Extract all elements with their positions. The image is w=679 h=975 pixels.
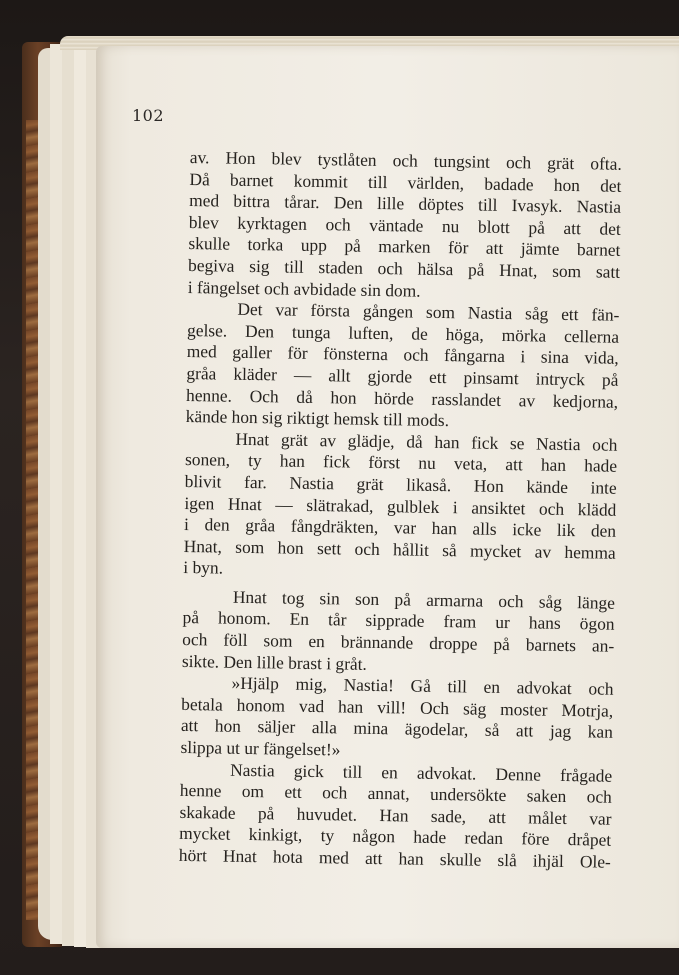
text-line: av. Hon blev tystlåten och tungsint och grät ofta. — [189, 147, 622, 174]
text-line: gelse. Den tunga luften, de höga, mörka cellerna — [186, 319, 620, 347]
text-line: skakade på huvudet. Han sade, att målet var — [179, 801, 612, 829]
text-line: och föll som en brännande droppe på barnets an- — [182, 629, 615, 656]
text-line: betala honom vad han vill! Och säg moster Motrja, — [181, 693, 614, 721]
text-line: Hnat grät av glädje, då han fick se Nastia och — [235, 428, 618, 455]
text-line: henne om ett och annat, undersökte saken och — [179, 780, 613, 807]
text-line: blev kyrktagen och väntade nu blott på att det — [188, 211, 621, 239]
text-line: hört Hnat hota med att han skulle slå ihjäl Ole- — [178, 844, 611, 872]
text-line: blivit far. Nastia grät likaså. Hon kände inte — [184, 470, 617, 498]
text-line: sikte. Den lille brast i gråt. — [181, 650, 368, 674]
text-line: »Hjälp mig, Nastia! Gå till en advokat och — [231, 672, 614, 699]
page-number: 102 — [132, 106, 165, 125]
text-line: Nastia gick till en advokat. Denne frågade — [230, 759, 613, 786]
text-line: gråa kläder — allt gjorde ett pinsamt intryck på — [186, 362, 619, 390]
text-line: i den gråa fångdräkten, var han alls icke lik den — [183, 514, 617, 541]
text-line: Då barnet kommit till världen, badade hon det — [189, 168, 622, 196]
text-line: slippa ut ur fängelset!» — [180, 736, 341, 760]
text-line: Det var första gången som Nastia såg ett fän- — [237, 298, 620, 325]
text-line: att hon säljer alla mina ägodelar, så att jag kan — [180, 715, 614, 743]
text-line: Hnat, som hon sett och hållit så mycket av hemma — [183, 535, 616, 563]
text-line: med bittra tårar. Den lille döptes till Ivasyk. Nastia — [189, 190, 622, 217]
text-line: Hnat tog sin son på armarna och såg länge — [232, 586, 616, 613]
text-line: henne. Och då hon hörde rasslandet av kedjorna, — [185, 384, 619, 412]
text-line: i byn. — [183, 557, 224, 578]
text-line: med galler för fönsterna och fångarna i sina vida, — [186, 341, 619, 369]
text-line: begiva sig till staden och hälsa på Hnat, som satt — [187, 254, 621, 282]
text-line: sonen, ty han fick först nu veta, att han hade — [184, 449, 618, 477]
text-line: mycket kinkigt, ty någon hade redan före dråpet — [179, 823, 612, 851]
body-text — [179, 147, 622, 873]
text-line: skulle torka upp på marken för att jämte barnet — [188, 233, 621, 261]
text-line: kände hon sig riktigt hemsk till mods. — [185, 406, 450, 431]
text-line: i fängelset och avbidade sin dom. — [187, 276, 421, 301]
text-line: igen Hnat — slätrakad, gulblek i ansiktet och klädd — [184, 492, 617, 520]
text-line: på honom. En tår sipprade fram ur hans ögon — [182, 607, 615, 635]
